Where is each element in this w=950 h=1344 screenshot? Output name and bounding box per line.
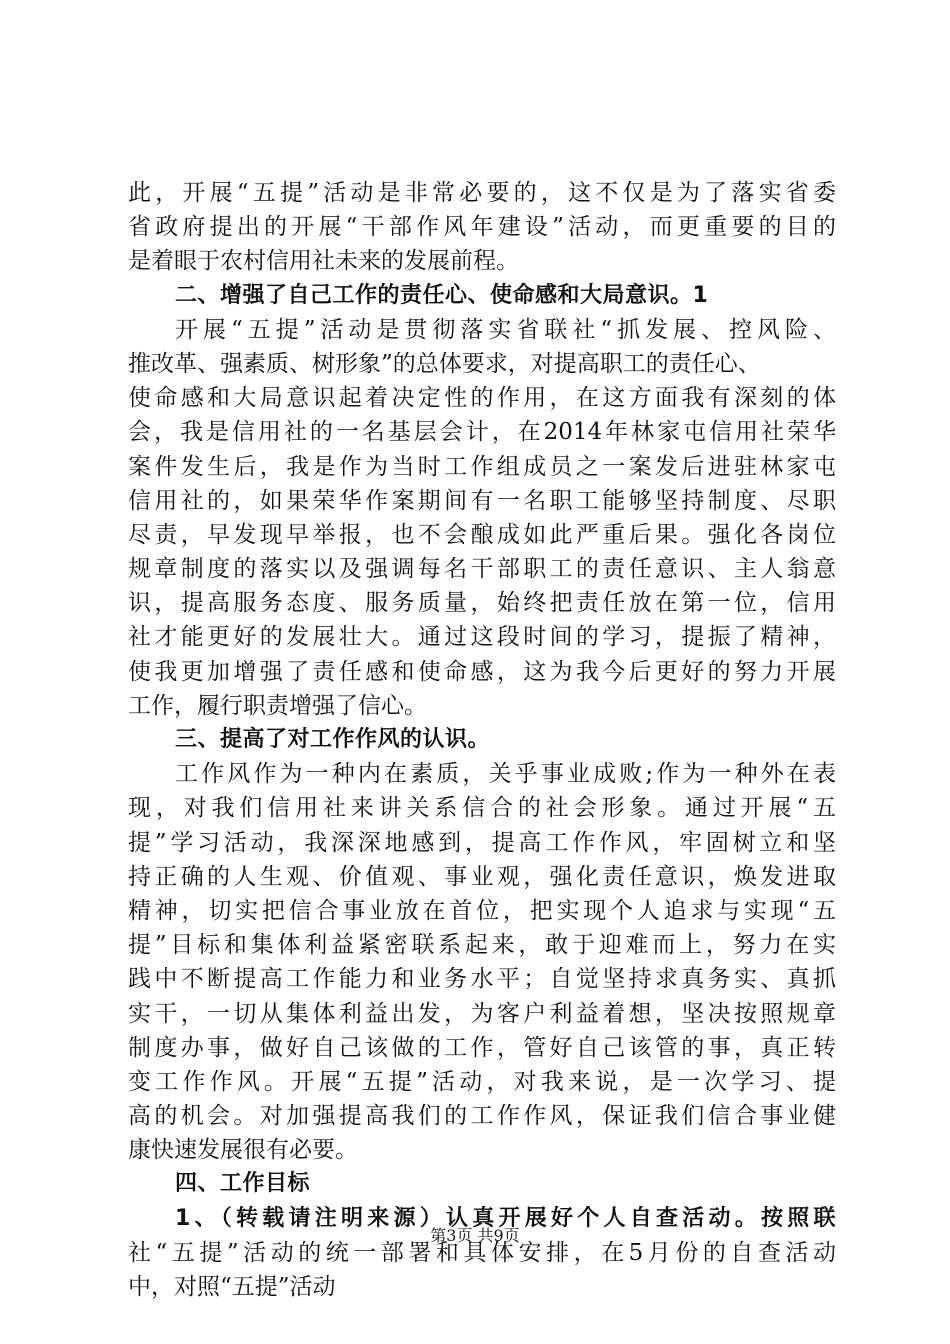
text-line: 是着眼于农村信用社未来的发展前程。 bbox=[128, 248, 519, 275]
text-line: 变工作作风。开展“五提”活动，对我来说，是一次学习、提 bbox=[128, 1068, 836, 1095]
section-heading: 四、工作目标 bbox=[175, 1171, 311, 1197]
text-line: 工作风作为一种内在素质，关乎事业成败;作为一种外在表 bbox=[175, 761, 836, 788]
text-line: 识，提高服务态度、服务质量，始终把责任放在第一位，信用 bbox=[128, 590, 836, 617]
text-line: 现，对我们信用社来讲关系信合的社会形象。通过开展“五 bbox=[128, 795, 836, 822]
text-line: 高的机会。对加强提高我们的工作作风，保证我们信合事业健 bbox=[128, 1103, 836, 1130]
text-line: 信用社的，如果荣华作案期间有一名职工能够坚持制度、尽职 bbox=[128, 487, 836, 514]
text-line: 社“五提”活动的统一部署和具体安排，在5月份的自查活动 bbox=[128, 1239, 836, 1266]
page-number-label: 第3页 共9页 bbox=[430, 1226, 520, 1245]
text-line: 践中不断提高工作能力和业务水平；自觉坚持求真务实、真抓 bbox=[128, 966, 836, 993]
text-line: 中，对照“五提”活动 bbox=[128, 1274, 336, 1300]
section-heading: 二、增强了自己工作的责任心、使命感和大局意识。1 bbox=[175, 282, 709, 308]
text-line: 提”学习活动，我深深地感到，提高工作作风，牢固树立和坚 bbox=[128, 829, 836, 856]
text-line: 会，我是信用社的一名基层会计，在2014年林家屯信用社荣华 bbox=[128, 419, 836, 446]
subsection-heading-line: 1、（转载请注明来源）认真开展好个人自查活动。按照联 bbox=[175, 1205, 836, 1231]
text-line: 此，开展“五提”活动是非常必要的，这不仅是为了落实省委 bbox=[128, 180, 836, 206]
section-heading: 三、提高了对工作作风的认识。 bbox=[175, 727, 491, 752]
text-line: 精神，切实把信合事业放在首位，把实现个人追求与实现“五 bbox=[128, 897, 836, 924]
text-line: 尽责，早发现早举报，也不会酿成如此严重后果。强化各岗位 bbox=[128, 521, 836, 548]
text-line: 提”目标和集体利益紧密联系起来，敢于迎难而上，努力在实 bbox=[128, 932, 836, 959]
text-line: 规章制度的落实以及强调每名干部职工的责任意识、主人翁意 bbox=[128, 556, 836, 583]
text-line: 省政府提出的开展“干部作风年建设”活动，而更重要的目的 bbox=[128, 214, 836, 241]
text-line: 推改革、强素质、树形象”的总体要求，对提高职工的责任心、 bbox=[128, 350, 761, 377]
text-line: 康快速发展很有必要。 bbox=[128, 1137, 358, 1164]
text-line: 持正确的人生观、价值观、事业观，强化责任意识，焕发进取 bbox=[128, 863, 836, 890]
text-line: 开展“五提”活动是贯彻落实省联社“抓发展、控风险、 bbox=[175, 316, 836, 343]
page-footer bbox=[0, 1223, 950, 1246]
text-line: 制度办事，做好自己该做的工作，管好自己该管的事，真正转 bbox=[128, 1034, 836, 1061]
body-text bbox=[128, 176, 836, 1304]
text-line: 使我更加增强了责任感和使命感，这为我今后更好的努力开展 bbox=[128, 658, 836, 685]
text-line: 使命感和大局意识起着决定性的作用，在这方面我有深刻的体 bbox=[128, 385, 836, 412]
text-line: 案件发生后，我是作为当时工作组成员之一案发后进驻林家屯 bbox=[128, 453, 836, 480]
text-line: 社才能更好的发展壮大。通过这段时间的学习，提振了精神， bbox=[128, 624, 836, 651]
text-line: 实干，一切从集体利益出发，为客户利益着想，坚决按照规章 bbox=[128, 1000, 836, 1027]
text-line: 工作，履行职责增强了信心。 bbox=[128, 692, 427, 719]
